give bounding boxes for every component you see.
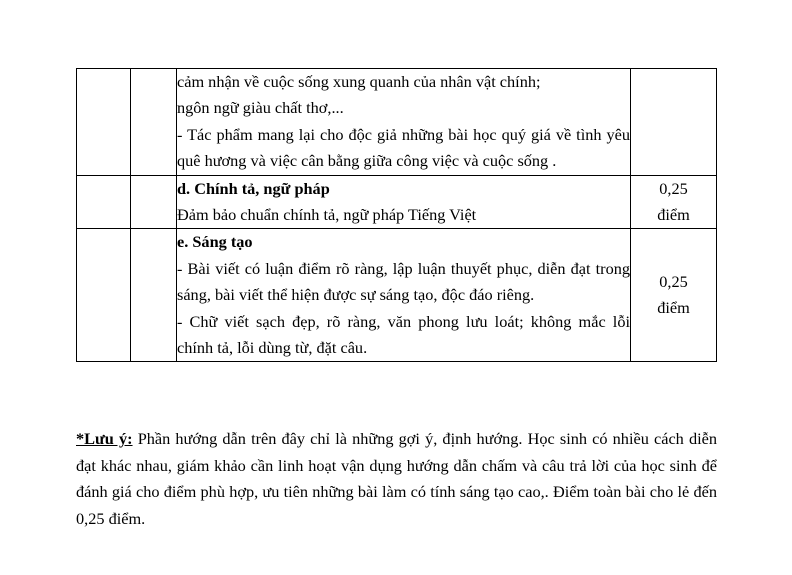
row-1-line-1: cảm nhận về cuộc sống xung quanh của nhân vật chính;	[177, 72, 541, 91]
row-2-line-1: Đảm bảo chuẩn chính tả, ngữ pháp Tiếng Việt	[177, 204, 477, 224]
row-3-heading: e. Sáng tạo	[177, 232, 253, 252]
row-1-cell-item	[131, 69, 177, 176]
row-3-score-value: 0,25	[659, 271, 688, 291]
row-3-line-2: - Chữ viết sạch đẹp, rõ ràng, văn phong lưu loát; không mắc lỗi chính tả, lỗi dùng từ, đặt câu.	[177, 311, 630, 357]
row-1-line-2: ngôn ngữ giàu chất thơ,...	[177, 98, 344, 118]
closing-note-label: *Lưu ý:	[76, 429, 133, 448]
row-2-cell-item	[131, 175, 177, 229]
row-1-cell-section	[77, 69, 131, 176]
row-1-cell-criteria	[177, 69, 631, 176]
row-3-cell-item	[131, 229, 177, 362]
table-row	[77, 229, 717, 362]
row-2-cell-criteria	[177, 175, 631, 229]
row-3-cell-section	[77, 229, 131, 362]
row-3-cell-criteria	[177, 229, 631, 362]
closing-note-body: Phần hướng dẫn trên đây chỉ là những gợi ý, định hướng. Học sinh có nhiều cách diễn đạt khác nhau, giám khảo cần linh hoạt vận dụng hướng dẫn chấm và câu trả lời của học sinh để đánh giá cho điểm phù hợp, ưu tiên những bài làm có tính sáng tạo cao,. Điểm toàn bài cho lẻ đến 0,25 điểm.	[76, 429, 717, 528]
row-1-line-3: - Tác phẩm mang lại cho độc giả những bài học quý giá về tình yêu quê hương và việc cân bằng giữa công việc và cuộc sống .	[177, 124, 630, 171]
rubric-table	[76, 68, 717, 362]
table-row	[77, 69, 717, 176]
closing-note	[76, 426, 717, 532]
row-2-cell-section	[77, 175, 131, 229]
row-2-cell-score	[631, 175, 717, 229]
table-row	[77, 175, 717, 229]
row-3-line-1: - Bài viết có luận điểm rõ ràng, lập luận thuyết phục, diễn đạt trong sáng, bài viết thể hiện được sự sáng tạo, độc đáo riêng.	[177, 258, 630, 305]
row-3-cell-score	[631, 229, 717, 362]
row-2-heading: d. Chính tả, ngữ pháp	[177, 178, 330, 198]
row-1-cell-score	[631, 69, 717, 176]
closing-note-paragraph	[76, 426, 717, 532]
row-3-score-unit: điểm	[657, 298, 690, 318]
row-2-score-unit: điểm	[657, 204, 690, 224]
row-2-score-value: 0,25	[659, 178, 688, 198]
